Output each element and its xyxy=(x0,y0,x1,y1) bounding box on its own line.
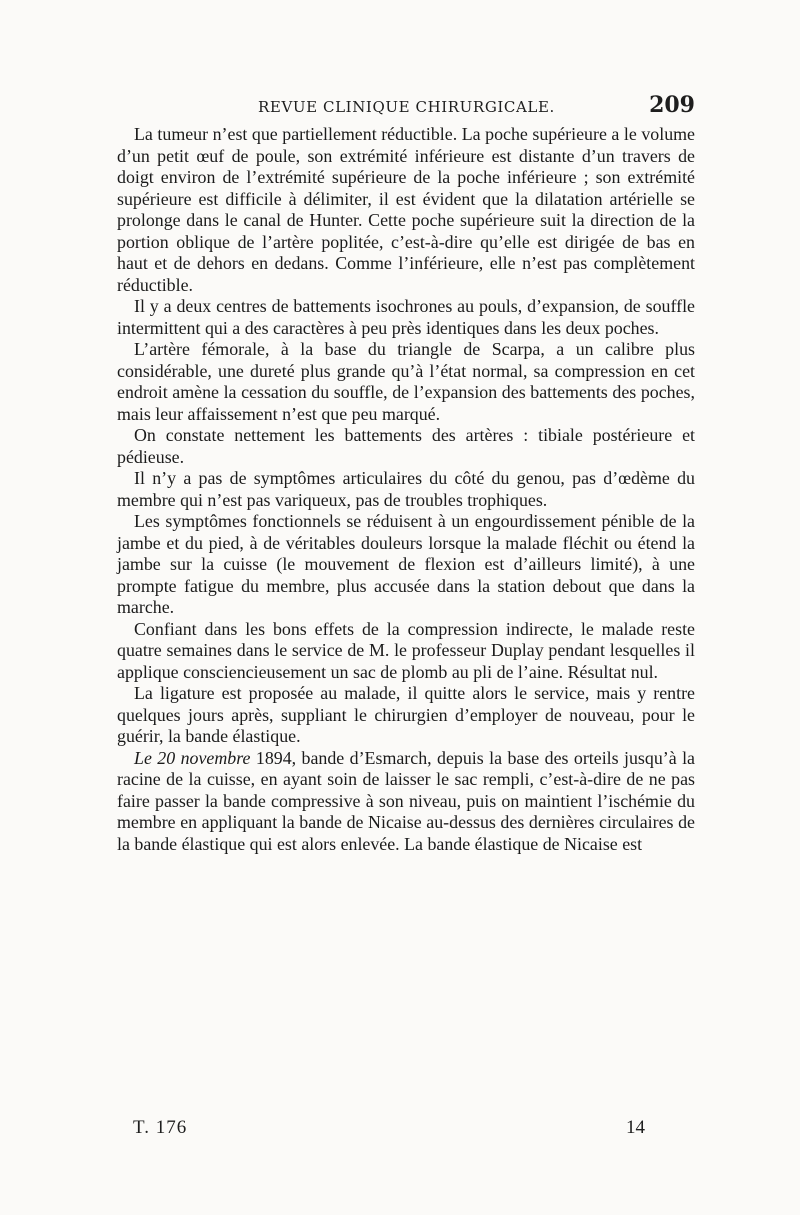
body-text xyxy=(117,124,695,855)
tome-number: T. 176 xyxy=(133,1117,188,1138)
date-lead: Le 20 novembre xyxy=(134,747,251,768)
paragraph xyxy=(117,683,695,748)
page-footer xyxy=(133,1117,645,1145)
paragraph xyxy=(117,511,695,619)
paragraph-text: La tumeur n’est que partiellement réductible. La poche supérieure a le volume d’un petit œuf de poule, son extrémité inférieure est distante d’un travers de doigt environ de l’extrémité supérieure de la poche inférieure ; son extrémité supérieure est difficile à délimiter, il est évident que la dilatation artérielle se prolonge dans le canal de Hunter. Cette poche supérieure suit la direction de la portion oblique de l’artère poplitée, c’est-à-dire qu’elle est dirigée de bas en haut et de dehors en dedans. Comme l’inférieure, elle n’est pas complètement réductible. xyxy=(117,124,695,295)
paragraph-text: Il y a deux centres de battements isochrones au pouls, d’expansion, de souffle intermittent qui a des caractères à peu près identiques dans les deux poches. xyxy=(117,296,695,338)
paragraph-text: Confiant dans les bons effets de la compression indirecte, le malade reste quatre semaines dans le service de M. le professeur Duplay pendant lesquelles il applique consciencieusement un sac de plomb au pli de l’aine. Résultat nul. xyxy=(117,618,695,682)
paragraph-text: Il n’y a pas de symptômes articulaires du côté du genou, pas d’œdème du membre qui n’est pas variqueux, pas de troubles trophiques. xyxy=(117,468,695,510)
paragraph-text: On constate nettement les battements des artères : tibiale postérieure et pédieuse. xyxy=(117,425,695,467)
paragraph-text: 1894, bande d’Esmarch, depuis la base des orteils jusqu’à la racine de la cuisse, en ayant soin de laisser le sac rempli, c’est-à-dire de ne pas faire passer la bande compressive à son niveau, puis on maintient l’ischémie du membre en appliquant la bande de Nicaise au-dessus des dernières circulaires de la bande élastique qui est alors enlevée. La bande élastique de Nicaise est xyxy=(117,747,695,854)
signature-mark: 14 xyxy=(626,1117,645,1138)
paragraph xyxy=(117,619,695,684)
paragraph xyxy=(117,339,695,425)
page-number: 209 xyxy=(649,92,695,118)
paragraph-text: La ligature est proposée au malade, il quitte alors le service, mais y rentre quelques jours après, suppliant le chirurgien d’employer de nouveau, pour le guérir, la bande élastique. xyxy=(117,683,695,746)
page-header xyxy=(118,92,695,122)
paragraph xyxy=(117,748,695,856)
paragraph xyxy=(117,124,695,296)
paragraph xyxy=(117,296,695,339)
paragraph xyxy=(117,468,695,511)
paragraph xyxy=(117,425,695,468)
running-head: REVUE CLINIQUE CHIRURGICALE. xyxy=(258,98,555,116)
paragraph-text: Les symptômes fonctionnels se réduisent à un engourdissement pénible de la jambe et du pied, à de véritables douleurs lorsque la malade fléchit ou étend la jambe sur la cuisse (le mouvement de flexion est d’ailleurs limité), à une prompte fatigue du membre, plus accusée dans la station debout que dans la marche. xyxy=(117,511,695,617)
paragraph-text: L’artère fémorale, à la base du triangle de Scarpa, a un calibre plus considérable, une dureté plus grande qu’à l’état normal, sa compression en cet endroit amène la cessation du souffle, de l’expansion des battements des poches, mais leur affaissement n’est que peu marqué. xyxy=(117,339,695,424)
